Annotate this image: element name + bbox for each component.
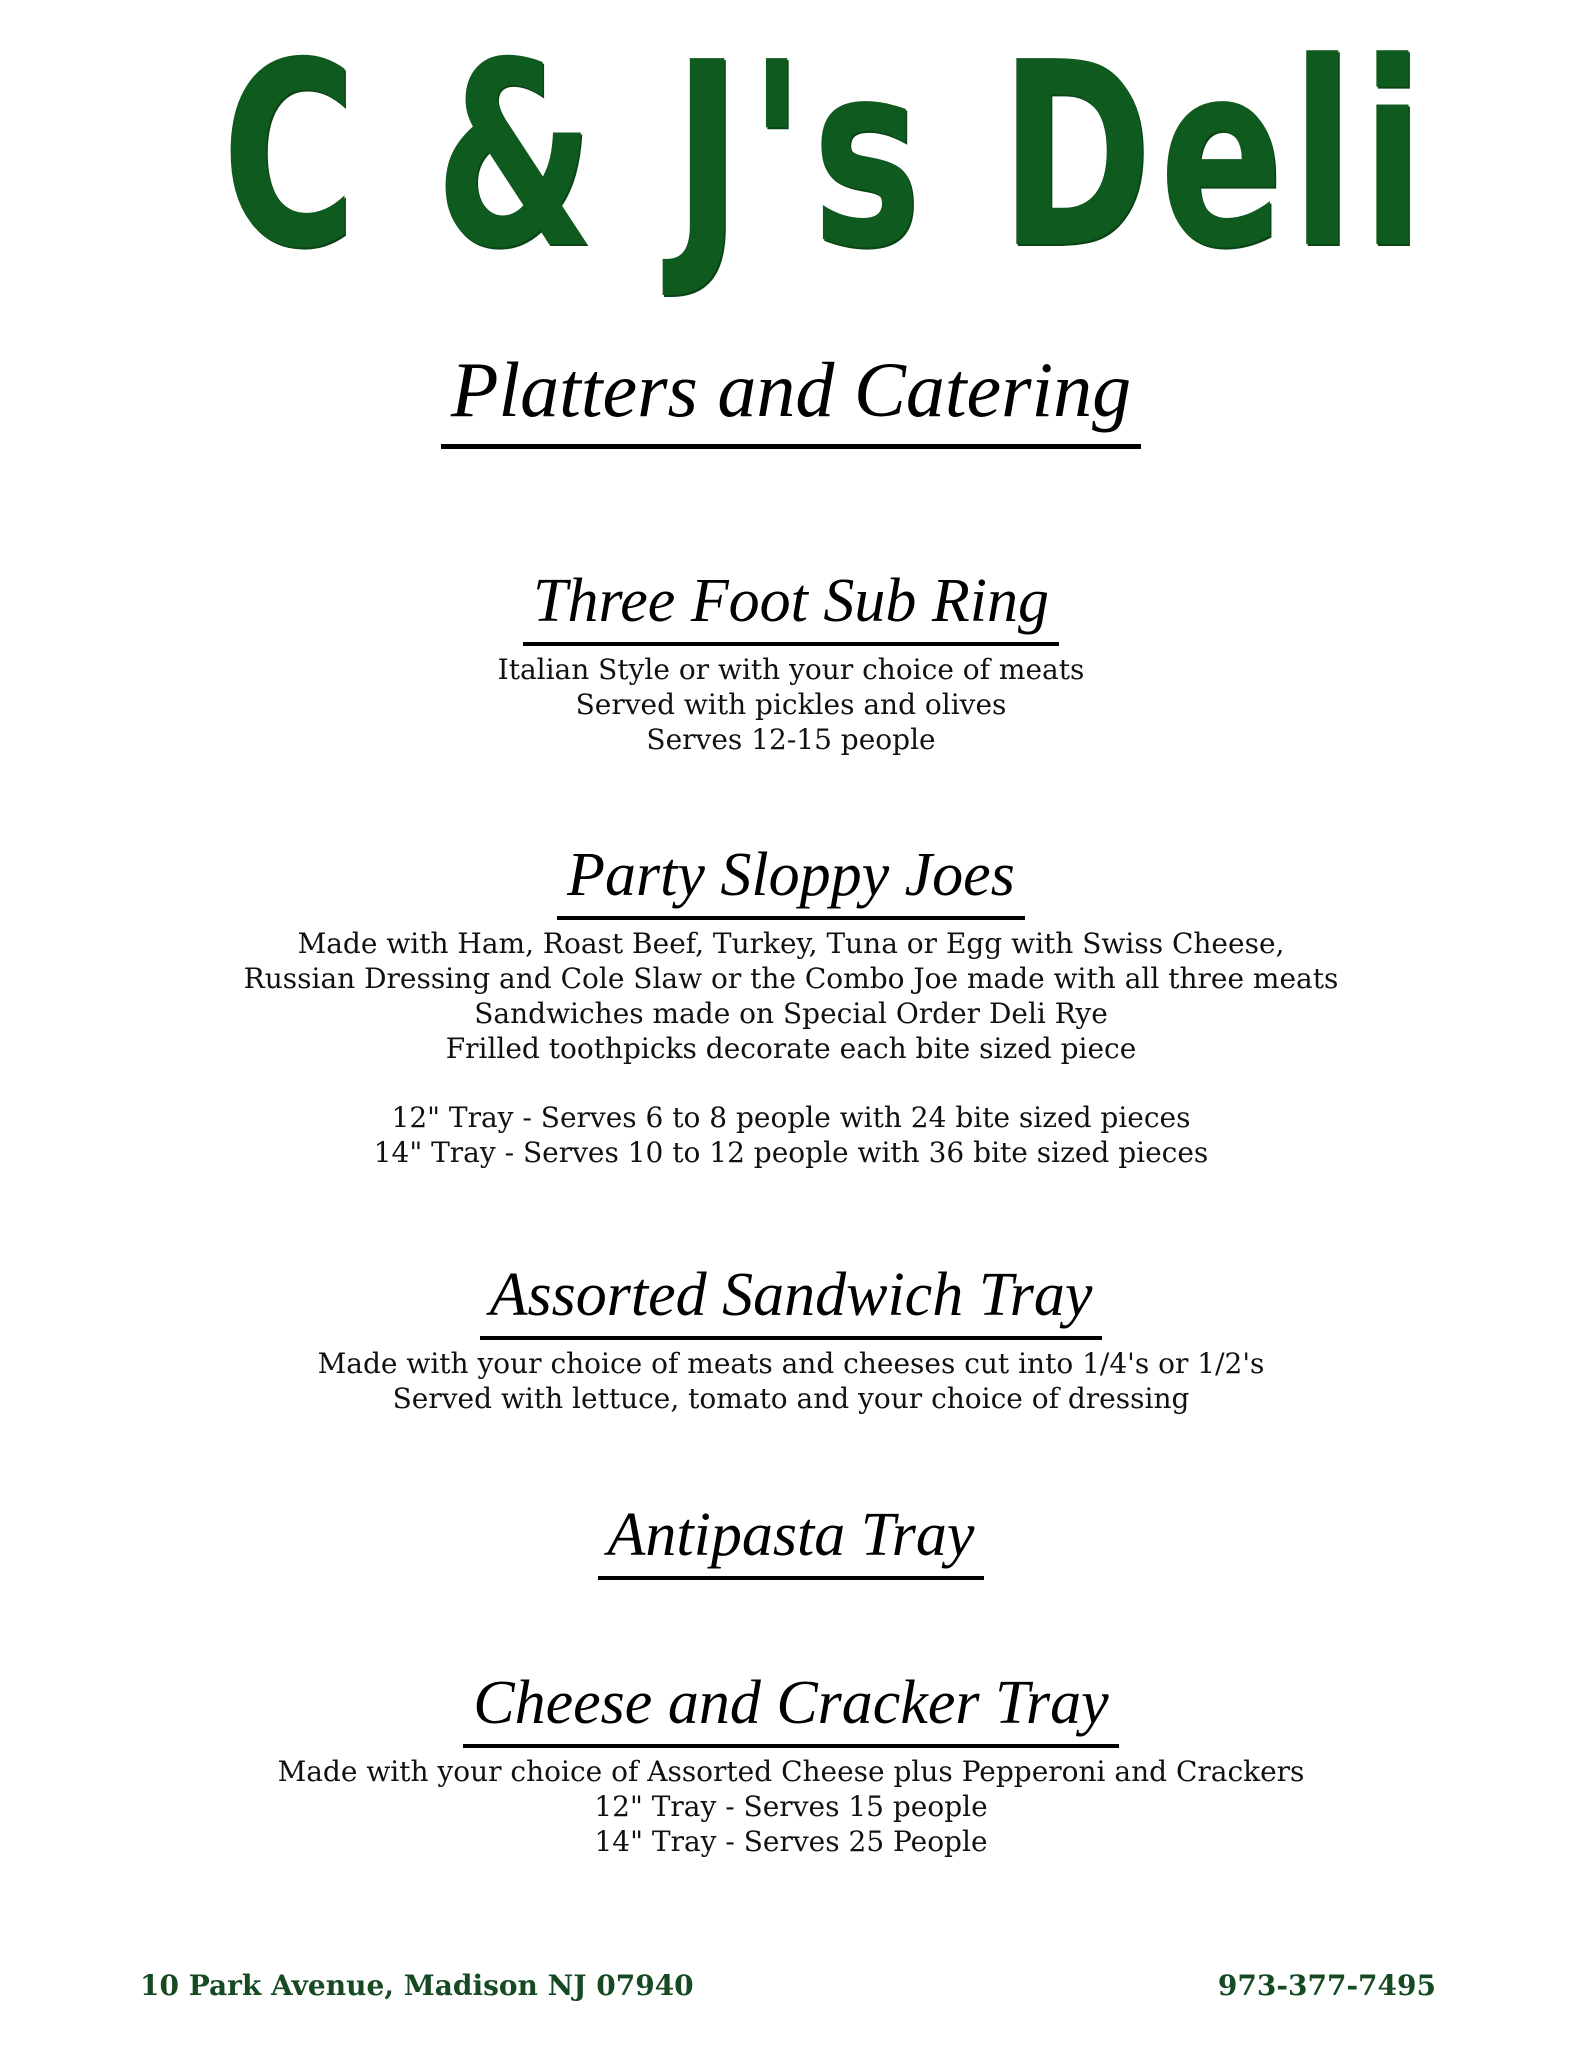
spacer [0,1066,1582,1100]
sloppy-joes-size: 14" Tray - Serves 10 to 12 people with 36 bite sized pieces [373,1136,1209,1169]
section-sub-ring [0,562,1582,757]
section-sloppy-joes [0,836,1582,1170]
section-sandwich-tray [0,1256,1582,1416]
sandwich-tray-line: Served with lettuce, tomato and your choice of dressing [392,1382,1190,1415]
footer-address: 10 Park Avenue, Madison NJ 07940 [140,1969,694,2002]
page-title-wrapper [0,340,1582,449]
cheese-cracker-line: 14" Tray - Serves 25 People [594,1825,988,1858]
page-title: Platters and Catering [441,340,1141,449]
sandwich-tray-line: Made with your choice of meats and cheeses cut into 1/4's or 1/2's [317,1347,1265,1380]
cheese-cracker-line: Made with your choice of Assorted Cheese plus Pepperoni and Crackers [277,1755,1305,1788]
section-antipasta-tray [0,1496,1582,1586]
sloppy-joes-size: 12" Tray - Serves 6 to 8 people with 24 bite sized pieces [391,1101,1191,1134]
deli-logo: C & J's Deli [221,8,1432,305]
footer-phone: 973-377-7495 [1217,1969,1436,2002]
section-title-antipasta-tray: Antipasta Tray [598,1496,985,1580]
sub-ring-line: Served with pickles and olives [575,688,1007,721]
section-title-sandwich-tray: Assorted Sandwich Tray [480,1256,1103,1340]
sloppy-joes-line: Russian Dressing and Cole Slaw or the Combo Joe made with all three meats [243,962,1339,995]
section-title-sub-ring: Three Foot Sub Ring [523,562,1059,646]
sub-ring-line: Serves 12-15 people [646,723,936,756]
sloppy-joes-line: Made with Ham, Roast Beef, Turkey, Tuna or Egg with Swiss Cheese, [297,927,1285,960]
section-title-sloppy-joes: Party Sloppy Joes [557,836,1025,920]
section-title-cheese-cracker-tray: Cheese and Cracker Tray [463,1664,1118,1748]
cheese-cracker-line: 12" Tray - Serves 15 people [594,1790,988,1823]
sub-ring-line: Italian Style or with your choice of meats [497,653,1085,686]
sloppy-joes-line: Sandwiches made on Special Order Deli Rye [474,997,1108,1030]
section-cheese-cracker-tray [0,1664,1582,1859]
sloppy-joes-line: Frilled toothpicks decorate each bite sized piece [445,1032,1137,1065]
